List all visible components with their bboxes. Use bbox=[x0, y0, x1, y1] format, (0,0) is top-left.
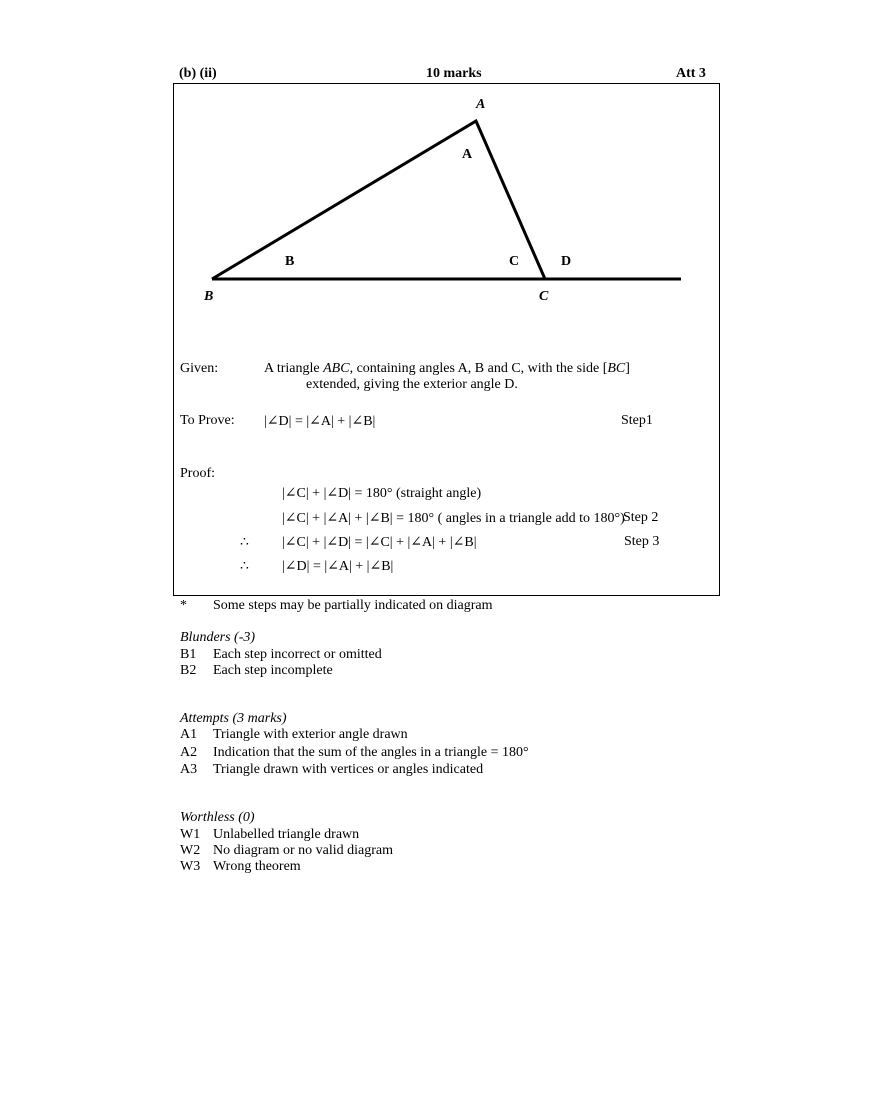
item-code: W1 bbox=[180, 827, 201, 842]
therefore-symbol: ∴ bbox=[240, 535, 249, 550]
marks-label: 10 marks bbox=[426, 66, 482, 81]
proof-line: |∠C| + |∠D| = |∠C| + |∠A| + |∠B| bbox=[282, 535, 477, 550]
item-text: Each step incomplete bbox=[213, 663, 333, 678]
list-item bbox=[180, 727, 408, 743]
proof-line: |∠C| + |∠D| = 180° (straight angle) bbox=[282, 486, 482, 501]
list-item bbox=[180, 843, 393, 859]
item-code: W3 bbox=[180, 859, 201, 874]
vertex-label-c: C bbox=[539, 289, 549, 304]
list-item bbox=[180, 647, 382, 663]
given-side-name: BC bbox=[607, 361, 626, 376]
list-item bbox=[180, 859, 301, 875]
item-code: A3 bbox=[180, 762, 198, 777]
proof-label: Proof: bbox=[180, 466, 215, 481]
angle-label-c: C bbox=[509, 254, 520, 269]
proof-line: |∠D| = |∠A| + |∠B| bbox=[282, 559, 394, 574]
angle-label-b: B bbox=[285, 254, 295, 269]
item-text: Each step incorrect or omitted bbox=[213, 647, 382, 662]
given-line-2: extended, giving the exterior angle D. bbox=[306, 377, 518, 392]
item-text: Triangle with exterior angle drawn bbox=[213, 727, 408, 742]
item-text: Triangle drawn with vertices or angles indicated bbox=[213, 762, 484, 777]
attempt-label: Att 3 bbox=[676, 66, 706, 81]
given-text: , containing angles A, B and C, with the side [ bbox=[349, 361, 608, 376]
given-line-1 bbox=[264, 361, 630, 377]
to-prove-statement: |∠D| = |∠A| + |∠B| bbox=[264, 414, 376, 429]
attempts-heading: Attempts (3 marks) bbox=[180, 711, 287, 726]
worthless-heading: Worthless (0) bbox=[180, 810, 255, 825]
item-text: Unlabelled triangle drawn bbox=[213, 827, 360, 842]
triangle-edges bbox=[212, 121, 545, 279]
angle-label-d: D bbox=[561, 254, 572, 269]
proof-step: Step 3 bbox=[624, 534, 660, 549]
to-prove-label: To Prove: bbox=[180, 413, 235, 428]
list-item bbox=[180, 827, 359, 843]
note-marker: * bbox=[180, 598, 187, 613]
vertex-label-a: A bbox=[476, 97, 486, 112]
item-text: Wrong theorem bbox=[213, 859, 301, 874]
proof-line: |∠C| + |∠A| + |∠B| = 180° ( angles in a triangle add to 180°) bbox=[282, 511, 625, 526]
vertex-label-b: B bbox=[204, 289, 214, 304]
item-code: B2 bbox=[180, 663, 197, 678]
list-item bbox=[180, 745, 529, 761]
item-code: B1 bbox=[180, 647, 197, 662]
item-code: A1 bbox=[180, 727, 198, 742]
list-item bbox=[180, 663, 333, 679]
given-text: ] bbox=[625, 361, 630, 376]
item-code: W2 bbox=[180, 843, 201, 858]
item-text: No diagram or no valid diagram bbox=[213, 843, 394, 858]
proof-step: Step 2 bbox=[623, 510, 659, 525]
given-triangle-name: ABC bbox=[323, 361, 350, 376]
given-label: Given: bbox=[180, 361, 219, 376]
to-prove-step: Step1 bbox=[621, 413, 653, 428]
list-item bbox=[180, 762, 483, 778]
given-text: A triangle bbox=[264, 361, 324, 376]
item-code: A2 bbox=[180, 745, 198, 760]
triangle-diagram bbox=[0, 0, 892, 330]
note-text: Some steps may be partially indicated on diagram bbox=[213, 598, 493, 613]
therefore-symbol: ∴ bbox=[240, 559, 249, 574]
part-label: (b) (ii) bbox=[179, 66, 217, 81]
item-text: Indication that the sum of the angles in a triangle = 180° bbox=[213, 745, 529, 760]
angle-label-a: A bbox=[462, 147, 473, 162]
blunders-heading: Blunders (-3) bbox=[180, 630, 256, 645]
